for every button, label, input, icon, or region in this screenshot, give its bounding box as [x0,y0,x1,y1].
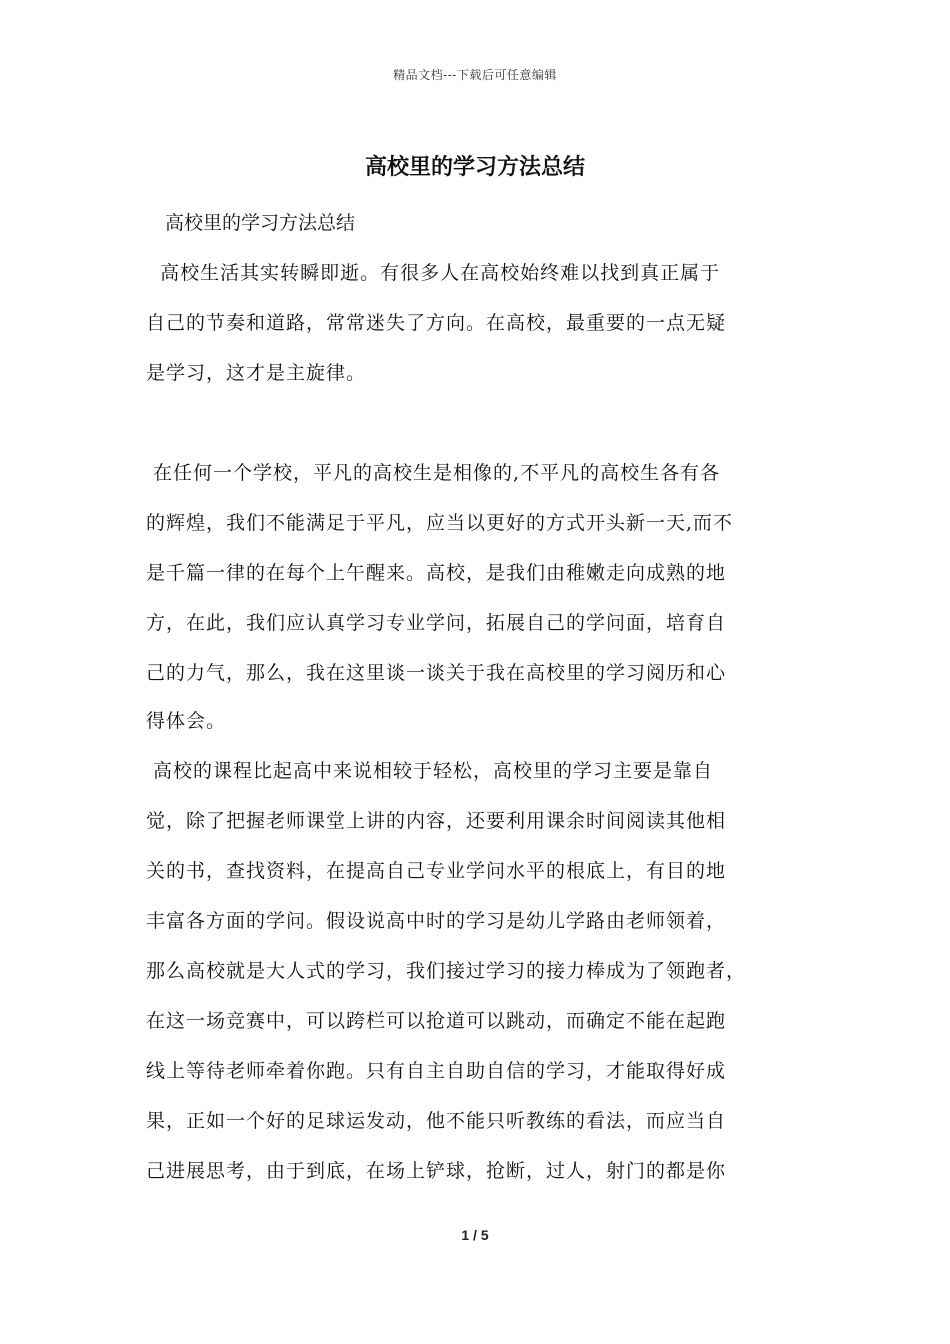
body-line: 是学习，这才是主旋律。 [146,362,367,384]
body-line: 觉，除了把握老师课堂上讲的内容，还要利用课余时间阅读其他相 [146,810,727,832]
body-line: 那么高校就是大人式的学习，我们接过学习的接力棒成为了领跑者， [146,960,747,982]
body-line: 丰富各方面的学问。假设说高中时的学习是幼儿学路由老师领着， [146,910,727,932]
body-line: 在这一场竞赛中，可以跨栏可以抢道可以跳动，而确定不能在起跑 [146,1010,727,1032]
body-line: 得体会。 [146,710,227,732]
document-title: 高校里的学习方法总结 [364,154,585,180]
body-line: 关的书，查找资料，在提高自己专业学问水平的根底上，有目的地 [146,860,727,882]
body-line: 果，正如一个好的足球运发动，他不能只听教练的看法，而应当自 [146,1110,727,1132]
body-line: 是千篇一律的在每个上午醒来。高校，是我们由稚嫩走向成熟的地 [146,562,727,584]
body-line: 高校生活其实转瞬即逝。有很多人在高校始终难以找到真正属于 [146,262,721,284]
document-subtitle: 高校里的学习方法总结 [165,212,356,234]
body-line: 方，在此，我们应认真学习专业学问，拓展自己的学问面，培育自 [146,612,727,634]
body-line: 在任何一个学校，平凡的高校生是相像的,不平凡的高校生各有各 [146,462,721,484]
body-line: 线上等待老师牵着你跑。只有自主自助自信的学习，才能取得好成 [146,1060,727,1082]
page-number: 1 / 5 [461,1227,489,1243]
body-line: 的辉煌，我们不能满足于平凡，应当以更好的方式开头新一天,而不 [146,512,734,534]
page-header: 精品文档---下载后可任意编辑 [393,68,557,82]
body-line: 自己的节奏和道路，常常迷失了方向。在高校，最重要的一点无疑 [146,312,727,334]
body-line: 己的力气，那么，我在这里谈一谈关于我在高校里的学习阅历和心 [146,662,727,684]
body-line: 己进展思考，由于到底，在场上铲球，抢断，过人，射门的都是你 [146,1160,727,1182]
body-line: 高校的课程比起高中来说相较于轻松，高校里的学习主要是靠自 [146,760,714,782]
